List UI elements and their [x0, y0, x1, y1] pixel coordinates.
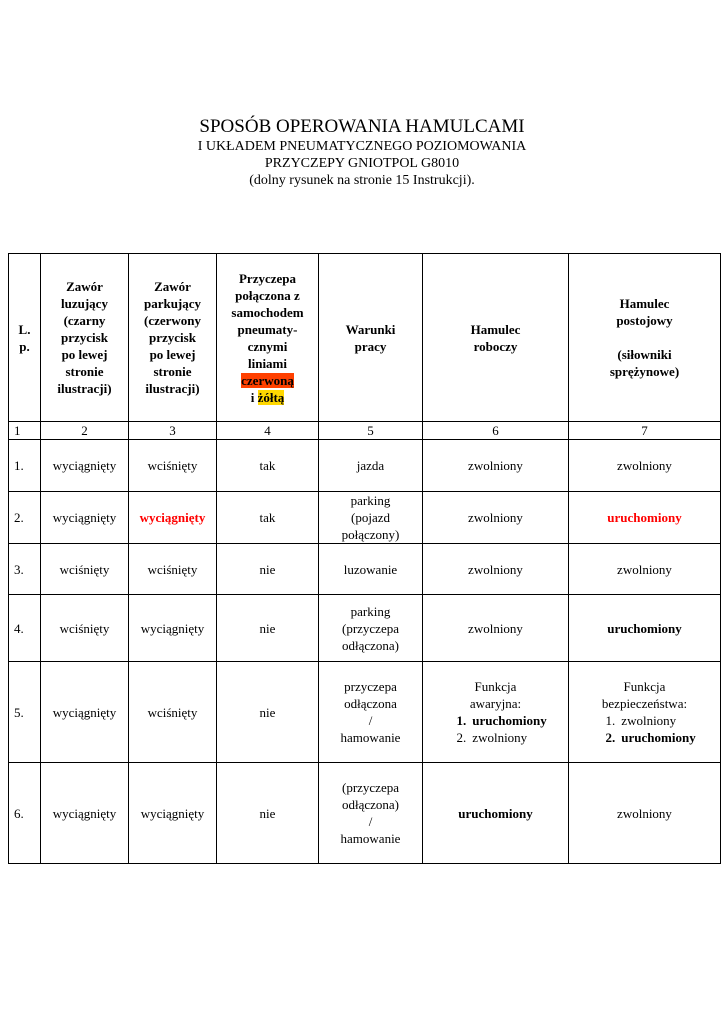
column-number: 5	[319, 422, 423, 440]
header-release-valve: Zawór luzujący (czarny przycisk po lewej stronie ilustracji)	[41, 254, 129, 422]
parking-brake-cell: uruchomiony	[569, 595, 721, 662]
table-row	[9, 595, 721, 662]
trailer-connected-cell: nie	[217, 662, 319, 763]
column-number: 7	[569, 422, 721, 440]
list-item: 2. uruchomiony	[605, 730, 696, 745]
subtitle-line-2: I UKŁADEM PNEUMATYCZNEGO POZIOMOWANIA	[197, 139, 527, 154]
table-row	[9, 492, 721, 544]
column-number: 4	[217, 422, 319, 440]
conditions-cell: luzowanie	[319, 544, 423, 595]
parking-valve-cell: wyciągnięty	[129, 595, 217, 662]
conditions-cell: jazda	[319, 440, 423, 492]
parking-valve-cell: wciśnięty	[129, 544, 217, 595]
list-item: 1. zwolniony	[605, 713, 677, 728]
trailer-connected-cell: nie	[217, 595, 319, 662]
parking-valve-cell: wyciągnięty	[129, 763, 217, 864]
conditions-cell: przyczepa odłączona / hamowanie	[319, 662, 423, 763]
service-brake-cell: zwolniony	[423, 492, 569, 544]
emergency-function-list	[444, 712, 546, 746]
row-number: 3.	[9, 544, 41, 595]
service-brake-cell: zwolniony	[423, 440, 569, 492]
service-brake-cell: uruchomiony	[423, 763, 569, 864]
parking-brake-cell: zwolniony	[569, 440, 721, 492]
trailer-connected-cell: tak	[217, 492, 319, 544]
column-number: 6	[423, 422, 569, 440]
trailer-connected-cell: nie	[217, 763, 319, 864]
release-valve-cell: wciśnięty	[41, 595, 129, 662]
red-line-label: czerwoną	[241, 372, 294, 388]
parking-brake-cell: zwolniony	[569, 544, 721, 595]
safety-function-list	[593, 712, 695, 746]
column-number: 3	[129, 422, 217, 440]
table-row	[9, 662, 721, 763]
table-row	[9, 763, 721, 864]
header-parking-valve: Zawór parkujący (czerwony przycisk po lewej stronie ilustracji)	[129, 254, 217, 422]
parking-brake-cell: zwolniony	[569, 763, 721, 864]
service-brake-cell: Funkcja awaryjna: 1. uruchomiony 2. zwolniony	[423, 662, 569, 763]
subtitle-line-4: (dolny rysunek na stronie 15 Instrukcji).	[249, 173, 475, 188]
service-brake-cell: zwolniony	[423, 544, 569, 595]
row-number: 4.	[9, 595, 41, 662]
release-valve-cell: wyciągnięty	[41, 662, 129, 763]
table-row	[9, 440, 721, 492]
header-service-brake: Hamulec roboczy	[423, 254, 569, 422]
row-number: 6.	[9, 763, 41, 864]
release-valve-cell: wyciągnięty	[41, 440, 129, 492]
parking-valve-cell: wyciągnięty	[129, 492, 217, 544]
yellow-line-label: żółtą	[257, 389, 285, 405]
table-header-row	[9, 254, 721, 422]
conditions-cell: parking (pojazd połączony)	[319, 492, 423, 544]
subtitle-line-3: PRZYCZEPY GNIOTPOL G8010	[264, 156, 460, 171]
parking-brake-cell: Funkcja bezpieczeństwa: 1. zwolniony 2. uruchomiony	[569, 662, 721, 763]
trailer-connected-cell: tak	[217, 440, 319, 492]
release-valve-cell: wciśnięty	[41, 544, 129, 595]
header-operating-conditions: Warunki pracy	[319, 254, 423, 422]
parking-valve-cell: wciśnięty	[129, 662, 217, 763]
release-valve-cell: wyciągnięty	[41, 763, 129, 864]
conditions-cell: (przyczepa odłączona) / hamowanie	[319, 763, 423, 864]
document-title: SPOSÓB OPEROWANIA HAMULCAMI	[199, 116, 525, 137]
parking-brake-cell: uruchomiony	[569, 492, 721, 544]
header-parking-brake: Hamulec postojowy (siłowniki sprężynowe)	[569, 254, 721, 422]
row-number: 5.	[9, 662, 41, 763]
service-brake-cell: zwolniony	[423, 595, 569, 662]
column-number: 2	[41, 422, 129, 440]
row-number: 1.	[9, 440, 41, 492]
row-number: 2.	[9, 492, 41, 544]
list-item: 2. zwolniony	[456, 730, 528, 745]
column-number: 1	[9, 422, 41, 440]
parking-valve-cell: wciśnięty	[129, 440, 217, 492]
document-header	[0, 116, 724, 189]
header-lp: L. p.	[9, 254, 41, 422]
brake-operation-table	[8, 253, 721, 864]
release-valve-cell: wyciągnięty	[41, 492, 129, 544]
column-number-row	[9, 422, 721, 440]
list-item: 1. uruchomiony	[456, 713, 547, 728]
trailer-connected-cell: nie	[217, 544, 319, 595]
header-trailer-connected: Przyczepa połączona z samochodem pneumaty- cznymi liniami czerwoną i żółtą	[217, 254, 319, 422]
conditions-cell: parking (przyczepa odłączona)	[319, 595, 423, 662]
table-row	[9, 544, 721, 595]
